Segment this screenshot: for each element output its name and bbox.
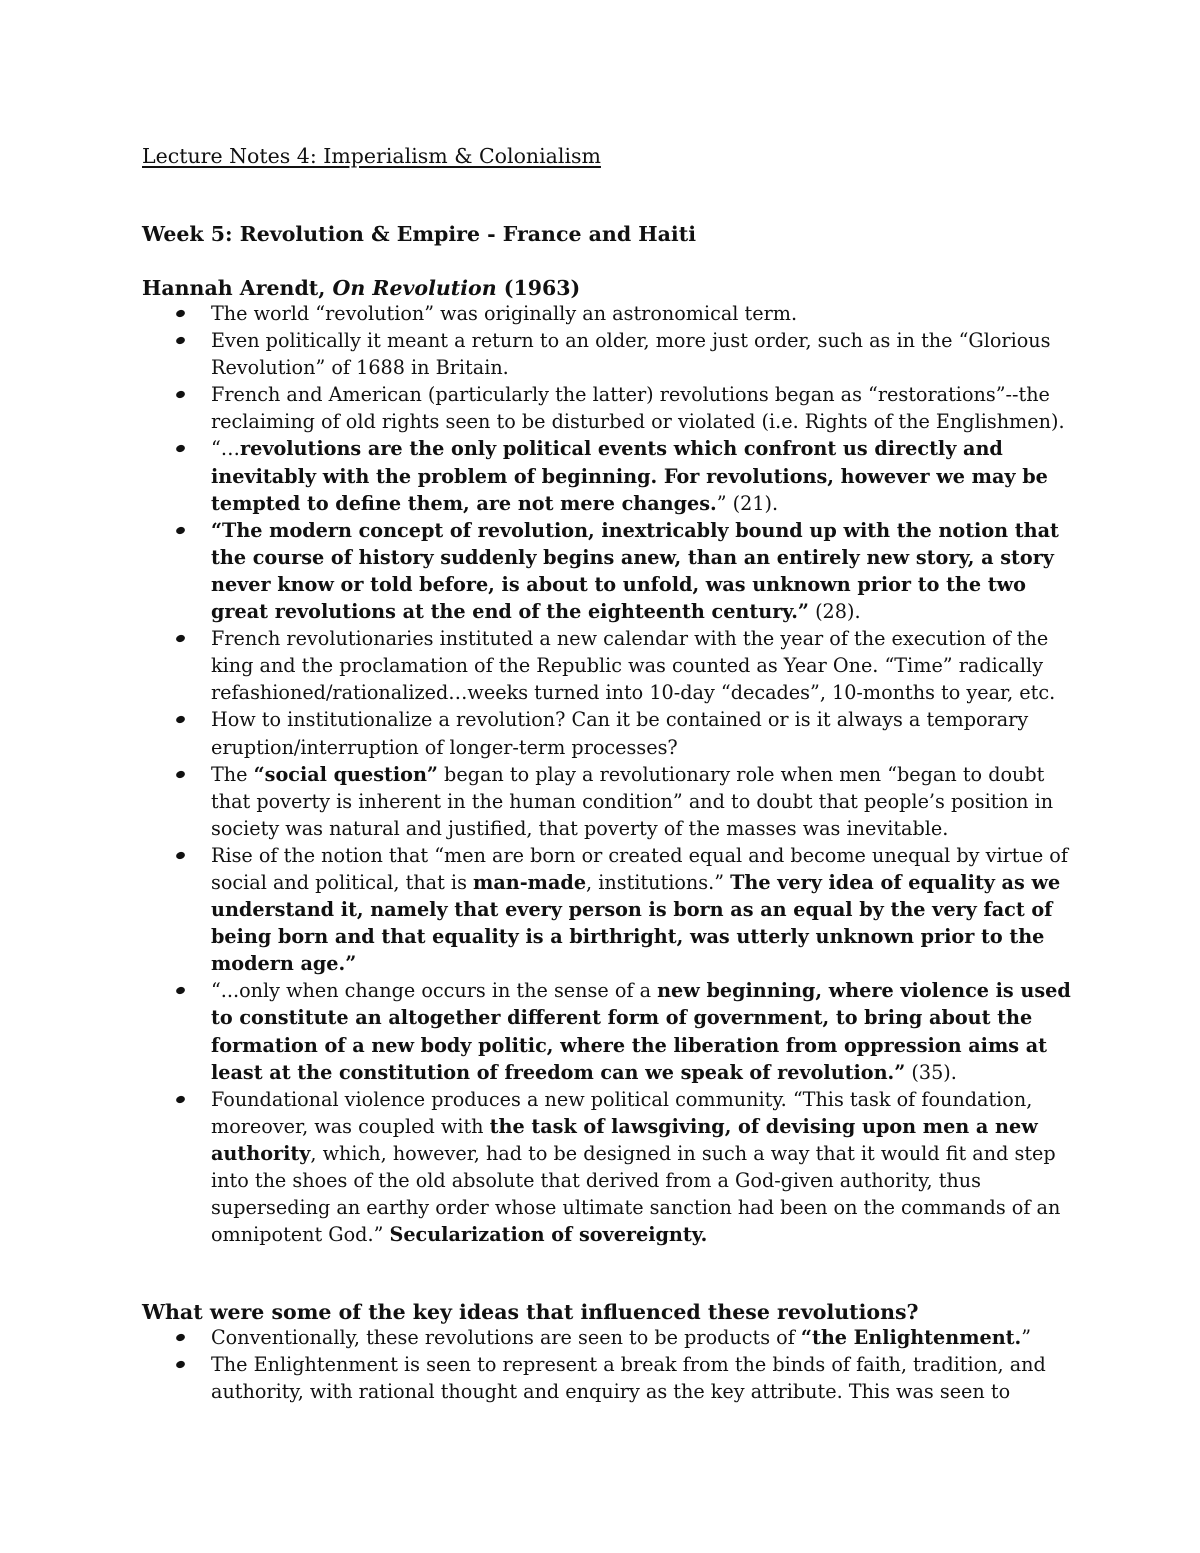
text: French and American (particularly the latter) revolutions began as “restorations”--the reclaiming of old rights seen to be disturbed or violated (i.e. Rights of the Englishmen).	[211, 383, 1065, 434]
arendt-year: (1963)	[496, 276, 581, 300]
text: The	[211, 762, 254, 786]
arendt-heading	[142, 273, 580, 303]
bullet-icon	[175, 986, 186, 996]
bold-text: man-made	[473, 870, 587, 894]
bold-text: “the Enlightenment.	[800, 1326, 1022, 1349]
text: Foundational violence produces a new political community. “This task of foundation, moreover, was coupled with	[211, 1087, 1033, 1138]
list-item	[142, 517, 1072, 625]
text: French revolutionaries instituted a new calendar with the year of the execution of the king and the proclamation of the Republic was counted as Year One. “Time” radically refashioned/rationalized…weeks turned into 10-day “decades”, 10-months to year, etc.	[211, 627, 1056, 705]
text: ”	[1021, 1326, 1032, 1349]
text: (28).	[808, 600, 861, 624]
bullet-icon	[175, 851, 186, 861]
text: , institutions.”	[586, 870, 731, 894]
bullet-icon	[175, 715, 186, 725]
text: Conventionally, these revolutions are seen to be products of	[211, 1326, 801, 1349]
text: , which, however, had to be designed in such a way that it would fit and step into the shoes of the old absolute that derived from a God-given authority, thus superseding an earthy order whose ultimate sanction had been on the commands of an omnipotent God.”	[211, 1141, 1061, 1247]
text: The world “revolution” was originally an astronomical term.	[211, 302, 798, 325]
list-item	[142, 625, 1072, 706]
bold-text: new beginning, where violence is used to constitute an altogether different form of government, to bring about the formation of a new body politic, where the liberation from oppression aims at least at the constitution of freedom can we speak of revolution.”	[211, 979, 1071, 1084]
bold-text: the task of lawsgiving, of devising upon men a new authority	[211, 1114, 1038, 1165]
bold-text: “social question”	[253, 762, 438, 786]
text: Rise of the notion that “men are born or created equal and become unequal by virtue of social and political, that is	[211, 843, 1068, 894]
bold-text: “The modern concept of revolution, inextricably bound up with the notion that the course of history suddenly begins anew, than an entirely new story, a story never know or told before, is about to unfold, was unknown prior to the two great revolutions at the end of the eighteenth century.”	[211, 518, 1059, 624]
text: How to institutionalize a revolution? Can it be contained or is it always a temporary eruption/interruption of longer-term processes?	[211, 708, 1029, 759]
list-item	[142, 300, 1072, 327]
list-item	[142, 1086, 1072, 1249]
list-item	[142, 327, 1072, 381]
bullet-icon	[175, 1094, 186, 1104]
bullet-icon	[175, 1360, 186, 1370]
arendt-work-title: On Revolution	[332, 276, 497, 300]
bullet-icon	[175, 1333, 186, 1343]
bullet-icon	[175, 525, 186, 535]
text: Even politically it meant a return to an older, more just order, such as in the “Glorious Revolution” of 1688 in Britain.	[211, 329, 1051, 380]
document-title: Lecture Notes 4: Imperialism & Colonialism	[142, 144, 601, 168]
arendt-bullet-list	[142, 300, 1072, 1248]
bullet-icon	[175, 769, 186, 779]
list-item	[142, 706, 1072, 760]
list-item	[142, 1351, 1072, 1405]
bullet-icon	[175, 634, 186, 644]
question-bullet-list	[142, 1324, 1072, 1405]
list-item	[142, 1324, 1072, 1351]
bold-text: The very idea of equality as we understand it, namely that every person is born as an equal by the very fact of being born and that equality is a birthright, was utterly unknown prior to the modern age.”	[211, 870, 1061, 976]
list-item	[142, 842, 1072, 977]
bullet-icon	[175, 390, 186, 400]
bullet-icon	[175, 444, 186, 454]
text: The Enlightenment is seen to represent a break from the binds of faith, tradition, and authority, with rational thought and enquiry as the key attribute. This was seen to	[211, 1353, 1046, 1404]
text: began to play a revolutionary role when men “began to doubt that poverty is inherent in the human condition” and to doubt that people’s position in society was natural and justified, that poverty of the masses was inevitable.	[211, 762, 1054, 840]
text: “...only when change occurs in the sense of a	[211, 979, 658, 1003]
question-heading: What were some of the key ideas that influenced these revolutions?	[142, 1300, 919, 1324]
bullet-icon	[175, 336, 186, 346]
text: ” (21).	[716, 491, 779, 515]
text: (35).	[905, 1060, 957, 1084]
text: “…	[211, 437, 240, 461]
list-item	[142, 977, 1072, 1085]
arendt-author: Hannah Arendt,	[142, 276, 333, 300]
bold-text: revolutions are the only political events which confront us directly and inevitably with the problem of beginning. For revolutions, however we may be tempted to define them, are not mere changes.	[211, 437, 1048, 515]
list-item	[142, 381, 1072, 435]
list-item	[142, 761, 1072, 842]
bullet-icon	[175, 309, 186, 319]
list-item	[142, 435, 1072, 516]
bold-text: Secularization of sovereignty.	[389, 1223, 708, 1247]
week-heading: Week 5: Revolution & Empire - France and Haiti	[142, 222, 696, 246]
